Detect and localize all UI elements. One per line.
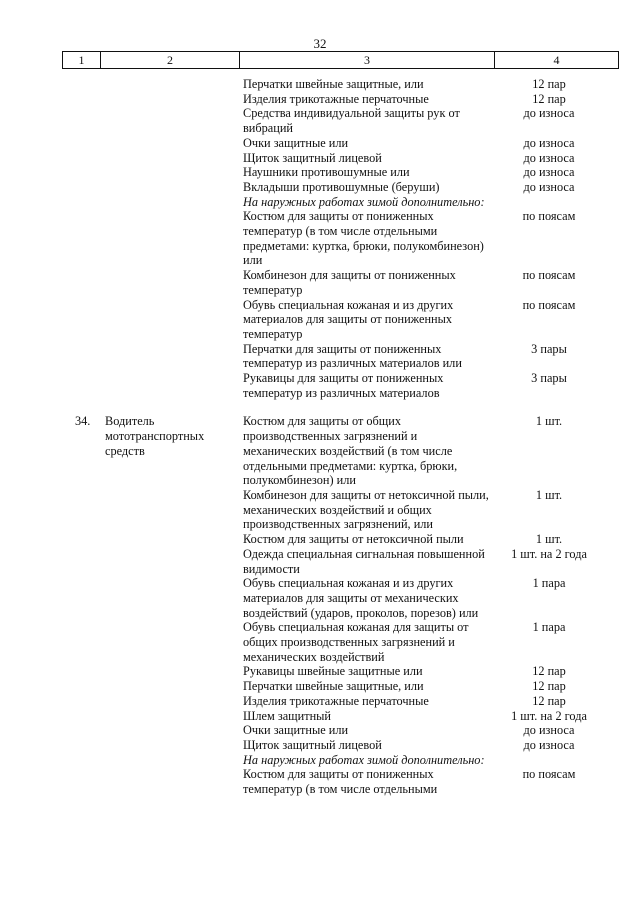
item-norm: 1 пара [532, 620, 566, 635]
item-name: Костюм для защиты от пониженных температур (в том числе отдельными [243, 767, 438, 797]
table-row [0, 77, 640, 92]
item-name: Костюм для защиты от нетоксичной пыли [243, 532, 464, 547]
item-name: Изделия трикотажные перчаточные [243, 693, 429, 708]
item-norm: по поясам [522, 767, 576, 782]
item-norm: 1 шт. [535, 532, 563, 547]
table-row [0, 165, 640, 180]
table-row [0, 371, 640, 400]
table-row [0, 709, 640, 724]
table-row [0, 767, 640, 796]
column-header-3: 3 [240, 52, 495, 68]
item-norm: до износа [523, 723, 575, 738]
table-row [0, 576, 640, 620]
item-name: Обувь специальная кожаная для защиты от общих производственных загрязнений и механических воздействий [243, 620, 469, 664]
item-norm: 1 шт. [535, 414, 563, 429]
item-norm: 1 шт. [535, 487, 563, 502]
item-norm: по поясам [522, 297, 576, 312]
item-norm: до износа [523, 165, 575, 180]
column-header-4: 4 [553, 52, 560, 67]
item-name: Наушники противошумные или [243, 165, 410, 180]
item-name: Одежда специальная сигнальная повышенной видимости [243, 546, 485, 576]
item-norm: 1 пара [532, 576, 566, 591]
item-name: Обувь специальная кожаная и из других материалов для защиты от пониженных температур [243, 297, 454, 341]
item-name: Костюм для защиты от общих производственных загрязнений и механических воздействий (в том числе отдельными предметами: куртка, брюки, полукомбинезон) или [243, 414, 458, 488]
item-name: Средства индивидуальной защиты рук от вибраций [243, 106, 460, 136]
item-norm: до износа [523, 135, 575, 150]
table-row [0, 532, 640, 547]
item-name: Перчатки швейные защитные, или [243, 77, 424, 91]
table-row [0, 106, 640, 135]
table-row [0, 679, 640, 694]
table-row [0, 488, 640, 532]
profession-name: Водитель мототранспортных средств [105, 414, 205, 458]
table-row [0, 664, 640, 679]
item-norm: до износа [523, 150, 575, 165]
table-row [0, 180, 640, 195]
item-norm: 1 шт. на 2 года [511, 708, 587, 723]
table-row [0, 195, 640, 210]
page-number: 32 [313, 36, 327, 51]
item-norm: до износа [523, 179, 575, 194]
item-name: Вкладыши противошумные (беруши) [243, 179, 440, 194]
item-list [0, 414, 640, 796]
table-row [0, 151, 640, 166]
item-norm: до износа [523, 106, 575, 121]
column-header-2: 2 [101, 52, 240, 68]
table-row [0, 620, 640, 664]
item-norm: 12 пар [532, 664, 566, 679]
item-norm: 3 пары [531, 371, 567, 386]
table-row [0, 92, 640, 107]
table-row [0, 753, 640, 768]
item-norm: 12 пар [532, 693, 566, 708]
item-name: Шлем защитный [243, 708, 332, 723]
section-note: На наружных работах зимой дополнительно: [243, 194, 485, 209]
table-row [0, 136, 640, 151]
item-norm: по поясам [522, 209, 576, 224]
item-norm: 12 пар [532, 91, 566, 106]
table-row [0, 694, 640, 709]
table-row [0, 209, 640, 268]
table-row [0, 738, 640, 753]
item-name: Рукавицы для защиты от пониженных температур из различных материалов [243, 371, 444, 400]
item-name: Комбинезон для защиты от нетоксичной пыли, механических воздействий и общих производственных загрязнений, или [243, 487, 489, 532]
item-norm: 3 пары [531, 341, 567, 356]
item-name: Обувь специальная кожаная и из других материалов для защиты от механических воздействий (ударов, проколов, порезов) или [243, 576, 479, 620]
item-name: Щиток защитный лицевой [243, 150, 382, 165]
item-name: Перчатки для защиты от пониженных температур из различных материалов или [243, 341, 462, 371]
row-number: 34. [75, 414, 91, 429]
item-name: Очки защитные или [243, 135, 349, 150]
item-name: Костюм для защиты от пониженных температур (в том числе отдельными предметами: куртка, брюки, полукомбинезон) или [243, 209, 484, 268]
table-row [0, 414, 640, 488]
item-name: Очки защитные или [243, 723, 349, 738]
table-row [0, 547, 640, 576]
table-row [0, 268, 640, 297]
table-body [0, 77, 640, 797]
table-row [0, 298, 640, 342]
item-norm: по поясам [522, 268, 576, 283]
section-note: На наружных работах зимой дополнительно: [243, 752, 485, 767]
item-name: Перчатки швейные защитные, или [243, 679, 424, 694]
item-name: Комбинезон для защиты от пониженных температур [243, 268, 456, 297]
column-header-1: 1 [63, 52, 101, 68]
item-norm: 12 пар [532, 679, 566, 694]
table-row [0, 723, 640, 738]
item-norm: 12 пар [532, 77, 566, 91]
item-group-continued [0, 77, 640, 400]
item-norm: до износа [523, 737, 575, 752]
item-norm: 1 шт. на 2 года [511, 546, 587, 561]
column-header-row [62, 51, 619, 69]
item-name: Изделия трикотажные перчаточные [243, 91, 429, 106]
table-row [0, 342, 640, 371]
item-name: Щиток защитный лицевой [243, 737, 382, 752]
group-spacer [0, 400, 640, 414]
item-name: Рукавицы швейные защитные или [243, 664, 423, 679]
item-group-34 [0, 414, 640, 796]
